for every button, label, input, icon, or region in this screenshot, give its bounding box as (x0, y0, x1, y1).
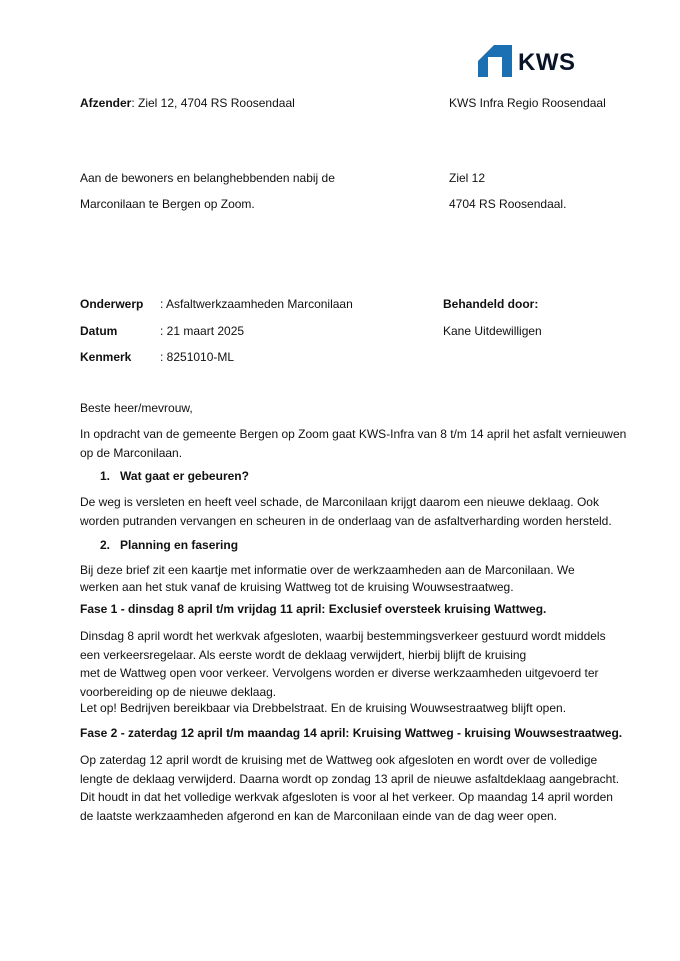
section-2-number: 2. (100, 538, 111, 552)
handled-by-label: Behandeld door: (443, 297, 539, 311)
phase-2-paragraph (80, 751, 620, 825)
section-1-title: Wat gaat er gebeuren? (120, 469, 249, 483)
phase-2-title: Fase 2 - zaterdag 12 april t/m maandag 14 april: Kruising Wattweg - kruising Wouwsestraatweg. (80, 726, 623, 740)
reference-label: Kenmerk (80, 350, 132, 364)
date-value: : 21 maart 2025 (160, 324, 245, 338)
section-1-line: De weg is versleten en heeft veel schade, de Marconilaan krijgt daarom een nieuwe deklaag. Ook (80, 495, 599, 509)
intro-line: In opdracht van de gemeente Bergen op Zoom gaat KWS-Infra van 8 t/m 14 april het asfalt vernieuwen (80, 427, 627, 441)
kws-logo-mark-icon (478, 45, 514, 77)
phase-1-line: met de Wattweg open voor verkeer. Vervolgens worden er diverse werkzaamheden uitgevoerd ter (80, 666, 599, 680)
sender-line (80, 96, 295, 110)
phase-2-line: Dit houdt in dat het volledige werkvak afgesloten is voor al het verkeer. Op maandag 14 april worden (80, 790, 613, 804)
phase-1-title: Fase 1 - dinsdag 8 april t/m vrijdag 11 april: Exclusief oversteek kruising Wattweg. (80, 602, 547, 616)
section-1-number: 1. (100, 469, 111, 483)
sender-org: KWS Infra Regio Roosendaal (449, 96, 606, 110)
phase-1-note: Let op! Bedrijven bereikbaar via Drebbelstraat. En de kruising Wouwsestraatweg blijft open. (80, 701, 567, 715)
return-address-line-2: 4704 RS Roosendaal. (449, 197, 567, 211)
subject-value: : Asfaltwerkzaamheden Marconilaan (160, 297, 353, 311)
section-2-paragraph (80, 562, 620, 595)
reference-value: : 8251010-ML (160, 350, 235, 364)
greeting: Beste heer/mevrouw, (80, 401, 193, 415)
phase-2-line: de laatste werkzaamheden afgerond en kan de Marconilaan einde van de dag weer open. (80, 808, 557, 823)
section-2-heading (100, 538, 238, 552)
phase-2-line: lengte de deklaag verwijderd. Daarna wordt op zondag 13 april de nieuwe asfaltdeklaag aangebracht. (80, 771, 620, 786)
section-2-line: Bij deze brief zit een kaartje met informatie over de werkzaamheden aan de Marconilaan. We (80, 563, 575, 577)
handled-by-value: Kane Uitdewilligen (443, 324, 542, 338)
section-1-heading (100, 469, 249, 483)
section-2-line: werken aan het stuk vanaf de kruising Wattweg tot de kruising Wouwsestraatweg. (80, 579, 514, 594)
phase-1-line: voorbereiding op de nieuwe deklaag. (80, 684, 277, 699)
section-2-title: Planning en fasering (120, 538, 239, 552)
subject-label: Onderwerp (80, 297, 144, 311)
section-1-line: worden putranden vervangen en scheuren in de onderlaag van de asfaltverharding worden hersteld. (80, 513, 612, 528)
recipient-line-1: Aan de bewoners en belanghebbenden nabij de (80, 171, 335, 185)
section-1-paragraph (80, 493, 620, 530)
phase-1-line: een verkeersregelaar. Als eerste wordt de deklaag verwijdert, hierbij blijft de kruising (80, 647, 527, 662)
return-address-line-1: Ziel 12 (449, 171, 486, 185)
date-label: Datum (80, 324, 118, 338)
sender-label: Afzender (80, 96, 132, 110)
logo-text: KWS (518, 49, 576, 76)
recipient-line-2: Marconilaan te Bergen op Zoom. (80, 197, 255, 211)
kws-logo (478, 45, 578, 79)
phase-1-paragraph (80, 627, 620, 701)
intro-line: op de Marconilaan. (80, 445, 183, 460)
sender-value: : Ziel 12, 4704 RS Roosendaal (131, 96, 295, 110)
phase-1-line: Dinsdag 8 april wordt het werkvak afgesloten, waarbij bestemmingsverkeer gestuurd wordt middels (80, 629, 606, 643)
phase-2-line: Op zaterdag 12 april wordt de kruising met de Wattweg ook afgesloten en wordt over de volledige (80, 753, 598, 767)
intro-paragraph (80, 425, 627, 462)
